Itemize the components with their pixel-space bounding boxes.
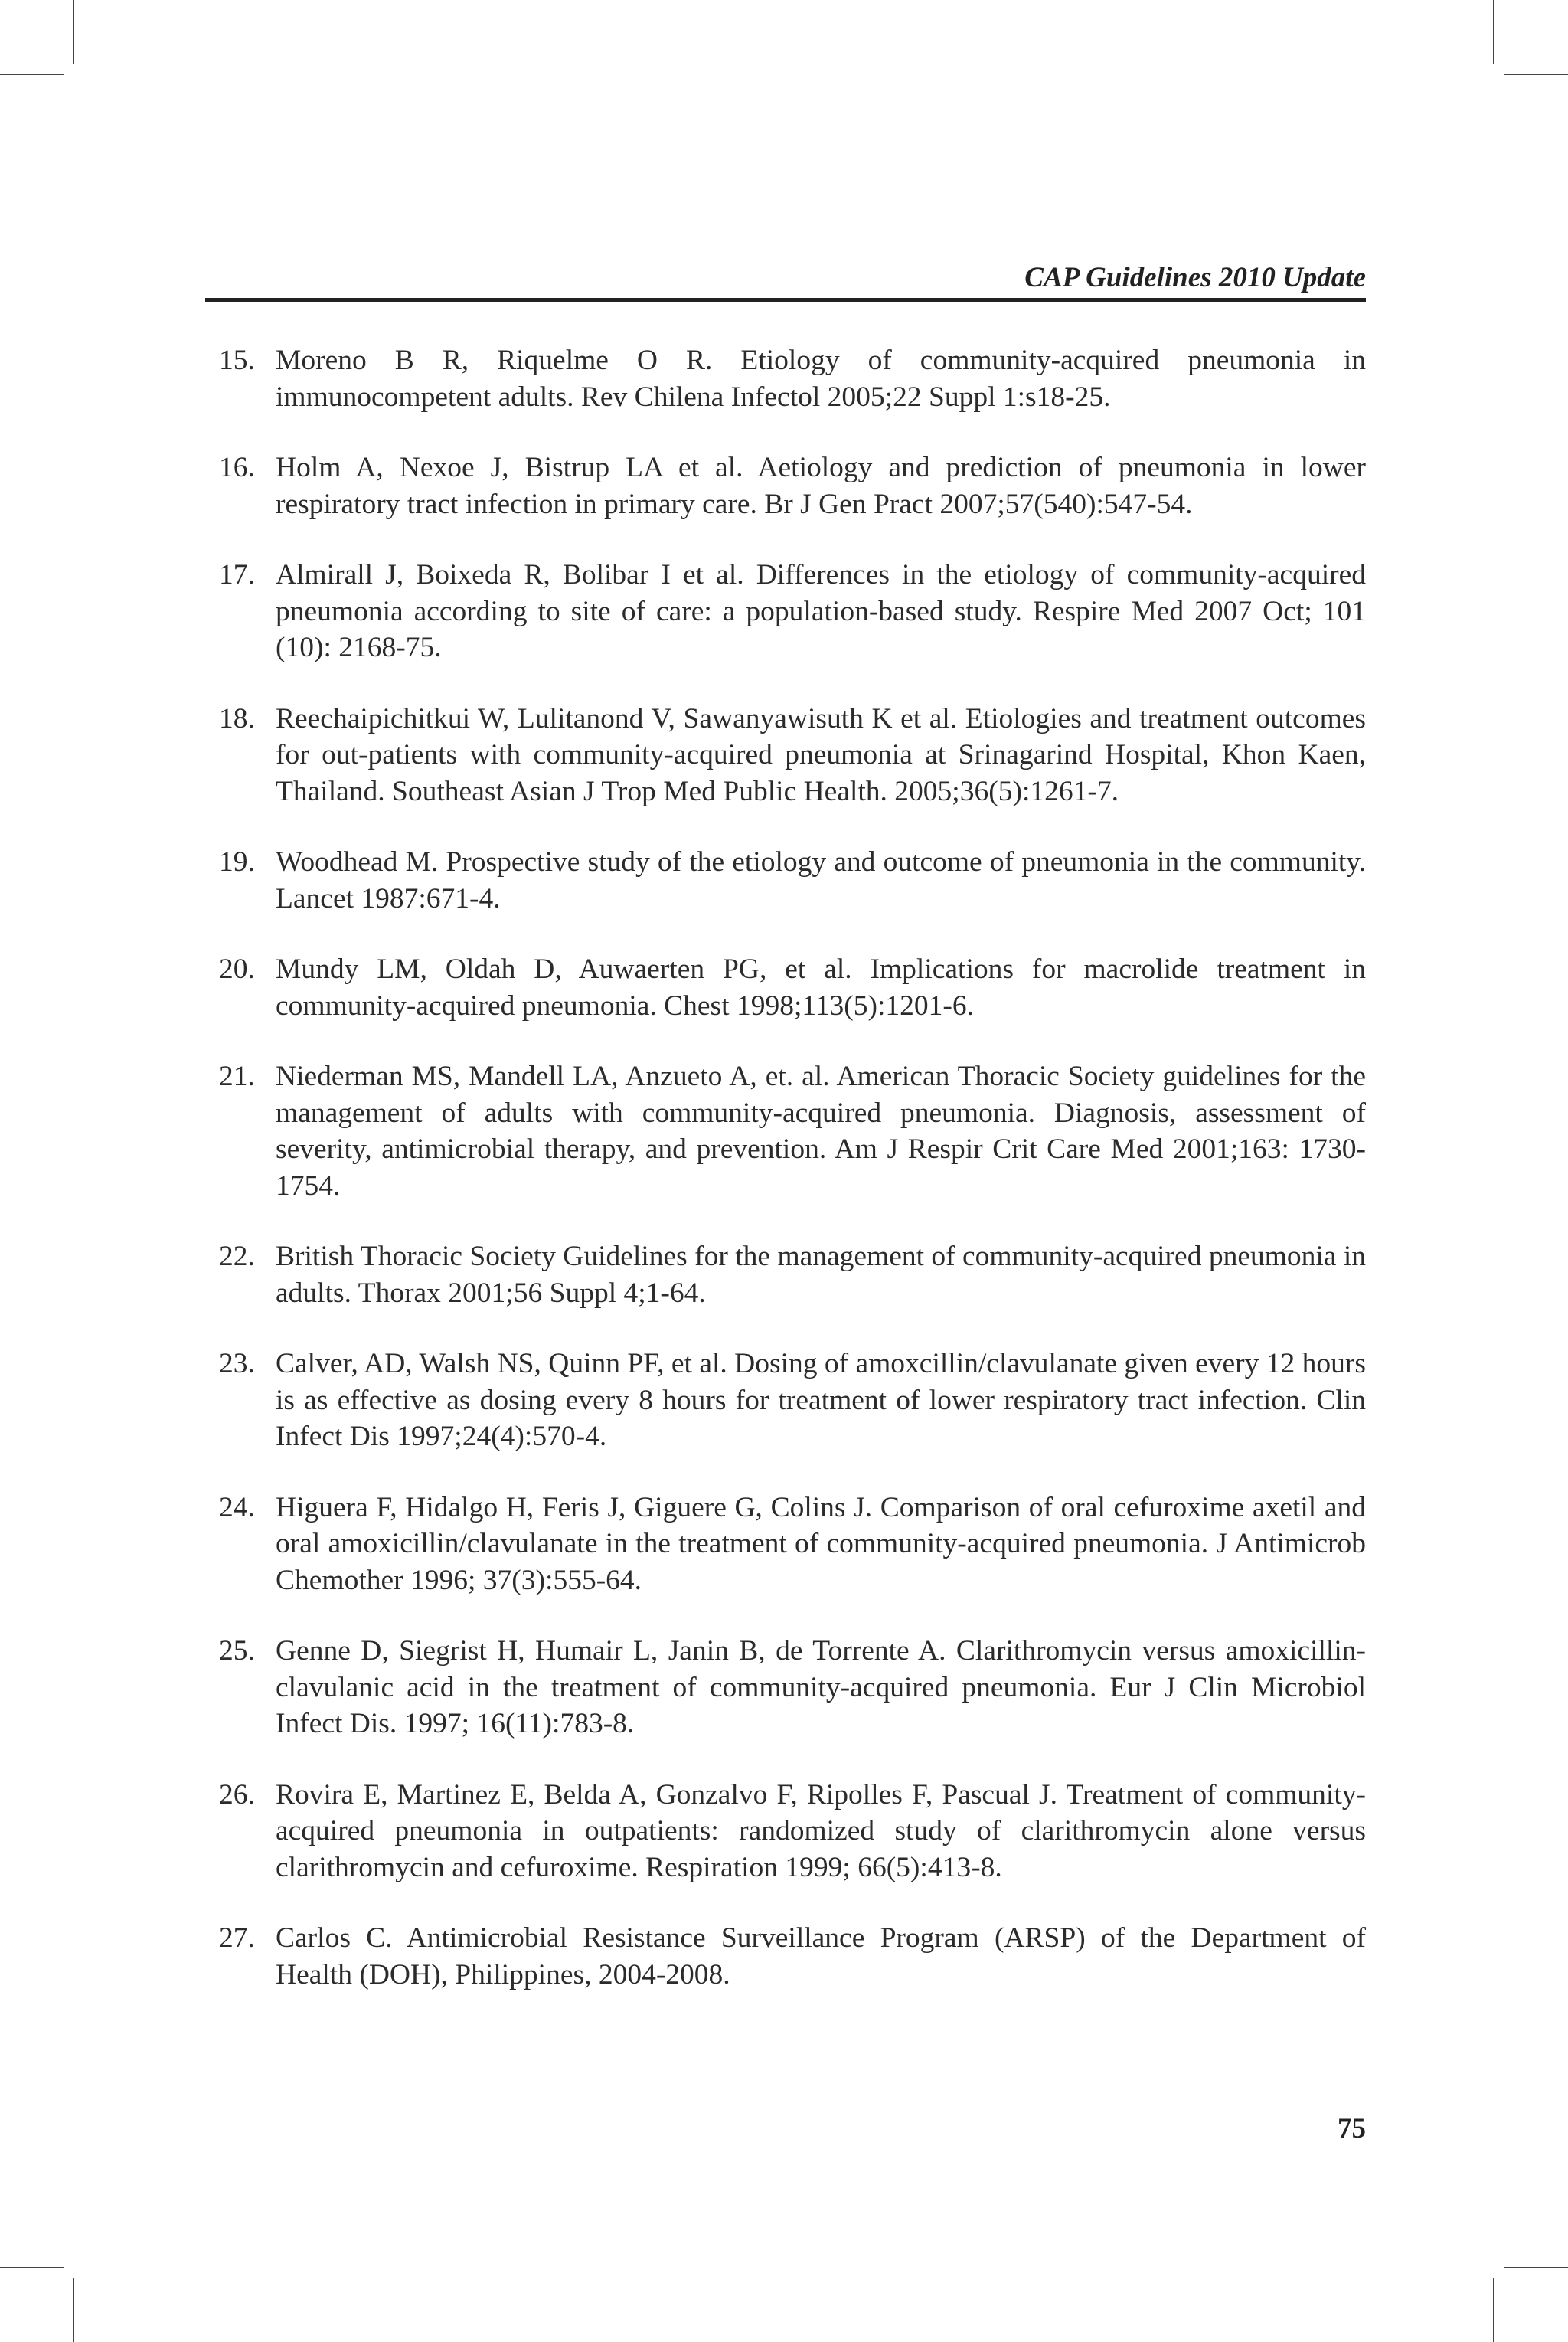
reference-item-21 (205, 1058, 1366, 1204)
reference-item-24 (205, 1490, 1366, 1599)
reference-item-26 (205, 1777, 1366, 1886)
crop-mark-top-right-horizontal (1504, 74, 1568, 75)
header-rule (205, 298, 1366, 302)
reference-item-18 (205, 701, 1366, 810)
reference-item-19 (205, 844, 1366, 917)
reference-number: 17. (219, 559, 255, 590)
reference-text: Higuera F, Hidalgo H, Feris J, Giguere G, Colins J. Comparison of oral cefuroxime axetil and oral amoxicillin/clavulanate in the treatment of community-acquired pneumonia. J Antimicrob Chemother 1996; 37(3):555-64. (276, 1491, 1366, 1596)
reference-text: Carlos C. Antimicrobial Resistance Surveillance Program (ARSP) of the Department of Health (DOH), Philippines, 2004-2008. (276, 1922, 1366, 1990)
page-number: 75 (1338, 2113, 1366, 2144)
reference-number: 15. (219, 345, 255, 376)
crop-mark-top-left-horizontal (0, 74, 64, 75)
reference-item-22 (205, 1238, 1366, 1311)
crop-mark-top-right-vertical (1493, 0, 1494, 64)
reference-text: British Thoracic Society Guidelines for the management of community-acquired pneumonia in adults. Thorax 2001;56 Suppl 4;1-64. (276, 1241, 1366, 1309)
reference-number: 26. (219, 1778, 255, 1810)
reference-text: Reechaipichitkui W, Lulitanond V, Sawanyawisuth K et al. Etiologies and treatment outcomes for out-patients with community-acquired pneumonia at Srinagarind Hospital, Khon Kaen, Thailand. Southeast Asian J Trop Med Public Health. 2005;36(5):1261-7. (276, 702, 1366, 807)
reference-text: Moreno B R, Riquelme O R. Etiology of community-acquired pneumonia in immunocompetent adults. Rev Chilena Infectol 2005;22 Suppl 1:s18-25. (276, 345, 1366, 413)
reference-text: Rovira E, Martinez E, Belda A, Gonzalvo F, Ripolles F, Pascual J. Treatment of community-acquired pneumonia in outpatients: randomized study of clarithromycin alone versus clarithromycin and cefuroxime. Respiration 1999; 66(5):413-8. (276, 1778, 1366, 1883)
reference-number: 27. (219, 1922, 255, 1954)
reference-number: 20. (219, 953, 255, 985)
reference-text: Genne D, Siegrist H, Humair L, Janin B, de Torrente A. Clarithromycin versus amoxicillin-clavulanic acid in the treatment of community-acquired pneumonia. Eur J Clin Microbiol Infect Dis. 1997; 16(11):783-8. (276, 1635, 1366, 1739)
crop-mark-bottom-right-horizontal (1504, 2267, 1568, 2268)
reference-text: Holm A, Nexoe J, Bistrup LA et al. Aetiology and prediction of pneumonia in lower respiratory tract infection in primary care. Br J Gen Pract 2007;57(540):547-54. (276, 452, 1366, 520)
reference-item-20 (205, 951, 1366, 1024)
crop-mark-bottom-left-vertical (73, 2278, 74, 2342)
running-head-title: CAP Guidelines 2010 Update (1024, 262, 1366, 293)
crop-mark-bottom-right-vertical (1493, 2278, 1494, 2342)
reference-text: Woodhead M. Prospective study of the etiology and outcome of pneumonia in the community. Lancet 1987:671-4. (276, 846, 1366, 914)
reference-text: Calver, AD, Walsh NS, Quinn PF, et al. Dosing of amoxcillin/clavulanate given every 12 hours is as effective as dosing every 8 hours for treatment of lower respiratory tract infection. Clin Infect Dis 1997;24(4):570-4. (276, 1348, 1366, 1452)
reference-item-23 (205, 1346, 1366, 1455)
reference-number: 24. (219, 1491, 255, 1523)
reference-list (205, 342, 1366, 2027)
reference-number: 19. (219, 846, 255, 878)
reference-item-27 (205, 1920, 1366, 1993)
reference-item-17 (205, 557, 1366, 666)
reference-number: 23. (219, 1348, 255, 1379)
reference-item-16 (205, 450, 1366, 522)
reference-number: 16. (219, 452, 255, 483)
crop-mark-bottom-left-horizontal (0, 2267, 64, 2268)
reference-number: 18. (219, 702, 255, 734)
crop-mark-top-left-vertical (73, 0, 74, 64)
reference-text: Niederman MS, Mandell LA, Anzueto A, et. al. American Thoracic Society guidelines for the management of adults with community-acquired pneumonia. Diagnosis, assessment of severity, antimicrobial therapy, and prevention. Am J Respir Crit Care Med 2001;163: 1730-1754. (276, 1061, 1366, 1202)
reference-text: Mundy LM, Oldah D, Auwaerten PG, et al. Implications for macrolide treatment in community-acquired pneumonia. Chest 1998;113(5):1201-6. (276, 953, 1366, 1022)
reference-item-15 (205, 342, 1366, 415)
reference-number: 22. (219, 1241, 255, 1272)
reference-text: Almirall J, Boixeda R, Bolibar I et al. Differences in the etiology of community-acquired pneumonia according to site of care: a population-based study. Respire Med 2007 Oct; 101 (10): 2168-75. (276, 559, 1366, 663)
reference-number: 21. (219, 1061, 255, 1092)
reference-number: 25. (219, 1635, 255, 1667)
reference-item-25 (205, 1633, 1366, 1742)
